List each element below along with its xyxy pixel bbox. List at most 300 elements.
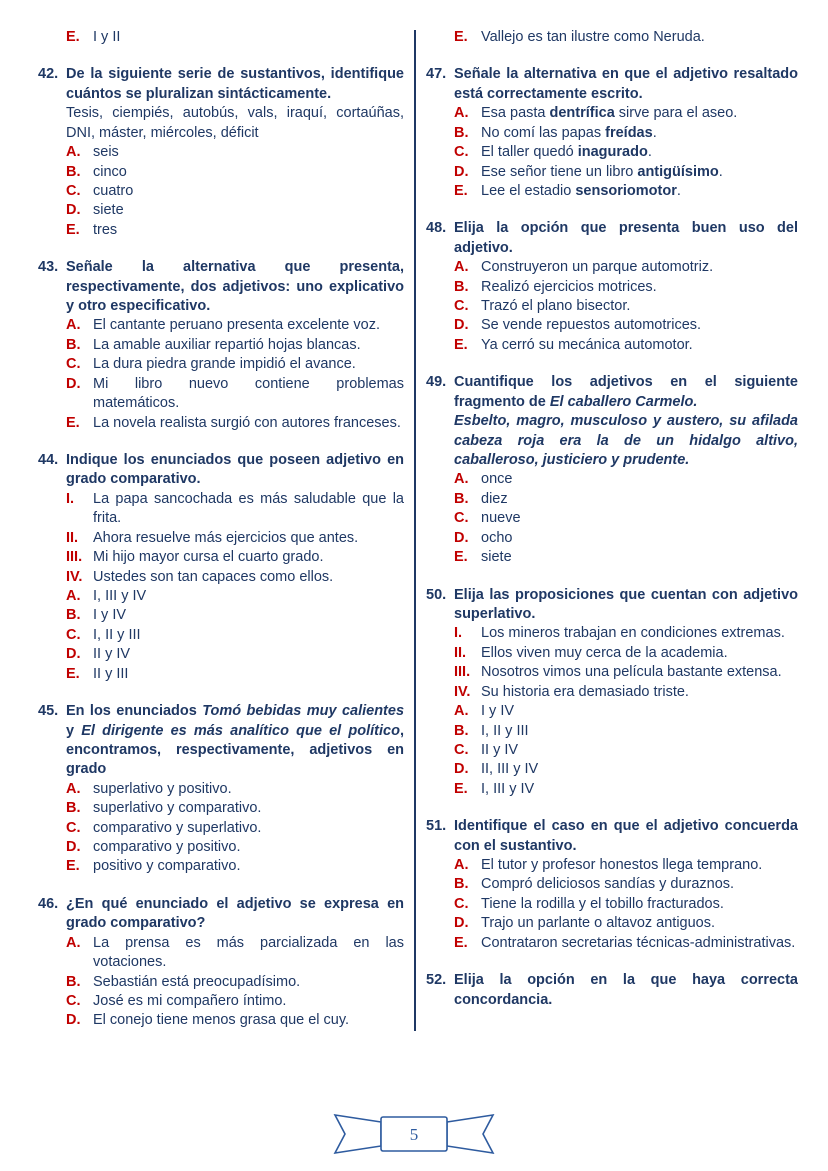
answer-option-text [93, 645, 404, 664]
text-segment: El tutor y profesor honestos llega temprano. [481, 857, 763, 874]
answer-option [454, 780, 798, 799]
option-letter: A. [454, 471, 469, 488]
answer-option [66, 934, 409, 973]
question-48 [426, 219, 803, 355]
text-segment: Trazó el plano bisector. [481, 298, 631, 315]
option-letter: D. [66, 202, 81, 219]
text-segment: Tiene la rodilla y el tobillo fracturados. [481, 895, 724, 912]
text-segment: freídas [605, 124, 653, 141]
answer-option-text [481, 278, 798, 297]
answer-option [66, 201, 404, 220]
roman-item-text [481, 663, 798, 682]
answer-option [66, 992, 404, 1011]
answer-option-text [481, 760, 798, 779]
text-segment: La prensa es más parcializada en las votaciones. [93, 934, 409, 971]
question-stem [454, 586, 803, 625]
question-number: 50. [426, 586, 447, 603]
answer-option [66, 143, 404, 162]
answer-option-text [93, 857, 404, 876]
answer-option-text [481, 914, 798, 933]
page-number-ribbon-icon [326, 1111, 502, 1157]
roman-numeral: II. [454, 644, 467, 661]
question-44 [38, 451, 409, 684]
text-segment: Elija la opción que presenta buen uso del adjetivo. [454, 220, 803, 256]
text-segment: El caballero Carmelo. [549, 393, 698, 410]
question-header [426, 373, 803, 412]
text-segment: . [652, 124, 657, 141]
answer-option-text [93, 665, 404, 684]
option-letter: B. [66, 973, 81, 990]
answer-option [66, 645, 404, 664]
option-letter: D. [66, 1012, 81, 1029]
option-letter: E. [454, 336, 468, 353]
answer-option [454, 914, 798, 933]
text-segment: El taller quedó [481, 144, 578, 161]
question-header [38, 65, 409, 104]
question-number: 48. [426, 220, 447, 237]
text-segment: Mi libro nuevo contiene problemas matemáticos. [93, 375, 409, 412]
question-number: 51. [426, 818, 447, 835]
text-segment: I, III y IV [481, 780, 535, 797]
answer-option-text [481, 143, 798, 162]
roman-item-text [93, 490, 409, 529]
roman-item [454, 624, 798, 643]
answer-option-text [481, 875, 798, 894]
text-segment: y [66, 703, 409, 739]
question-stem [66, 451, 409, 490]
answer-option [66, 799, 404, 818]
question-number: 49. [426, 374, 447, 391]
column-divider [414, 30, 416, 1031]
answer-option-text [481, 856, 798, 875]
question-preamble [66, 104, 409, 143]
orphan-answer-option-text [481, 28, 798, 47]
roman-item [454, 644, 798, 663]
question-50 [426, 586, 803, 800]
text-segment: Trajo un parlante o altavoz antiguos. [481, 915, 716, 932]
question-stem [66, 258, 409, 316]
text-segment: Tesis, ciempiés, autobús, vals, iraquí, cortaúñas, DNI, máster, miércoles, déficit [66, 105, 409, 141]
option-letter: D. [66, 375, 81, 392]
option-letter: E. [66, 858, 80, 875]
text-segment: II y IV [481, 741, 519, 758]
text-segment: Esa pasta [481, 105, 550, 122]
answer-option-text [93, 992, 404, 1011]
text-segment: Compró deliciosos sandías y duraznos. [481, 876, 735, 893]
answer-option-text [481, 182, 798, 201]
answer-option-text [481, 104, 798, 123]
roman-item [66, 548, 404, 567]
question-header [426, 65, 803, 104]
roman-numeral: IV. [66, 568, 83, 585]
answer-option [66, 606, 404, 625]
answer-option-text [481, 529, 798, 548]
ribbon-left-tail [335, 1115, 381, 1153]
question-number: 43. [38, 259, 59, 276]
answer-option-text [481, 124, 798, 143]
answer-option-text [93, 143, 404, 162]
answer-option-text [93, 934, 409, 973]
text-segment: I, II y III [93, 626, 141, 643]
answer-option [454, 760, 798, 779]
text-segment: seis [93, 144, 119, 161]
question-number: 46. [38, 895, 59, 912]
text-segment: Realizó ejercicios motrices. [481, 278, 657, 295]
text-segment: El cantante peruano presenta excelente voz. [93, 317, 380, 334]
question-header [38, 895, 409, 934]
answer-option [454, 934, 798, 953]
text-segment: tres [93, 221, 118, 238]
roman-item-text [93, 548, 404, 567]
roman-item-text [481, 624, 798, 643]
answer-option-text [93, 780, 404, 799]
answer-option-text [481, 722, 798, 741]
question-header [426, 219, 803, 258]
text-segment: . [718, 163, 723, 180]
question-stem [454, 65, 803, 104]
answer-option-text [93, 838, 404, 857]
answer-option-text [481, 548, 798, 567]
text-segment: siete [93, 202, 124, 219]
text-segment: I y IV [93, 607, 127, 624]
answer-option-text [93, 336, 404, 355]
answer-option-text [481, 934, 798, 953]
answer-option-text [93, 201, 404, 220]
text-segment: superlativo y positivo. [93, 780, 232, 797]
option-letter: E. [66, 221, 80, 238]
text-segment: superlativo y comparativo. [93, 800, 262, 817]
option-letter: C. [454, 741, 469, 758]
option-letter: C. [66, 626, 81, 643]
answer-option-text [481, 336, 798, 355]
text-segment: Ahora resuelve más ejercicios que antes. [93, 529, 359, 546]
answer-option-text [481, 258, 798, 277]
roman-item [454, 683, 798, 702]
option-letter: A. [66, 587, 81, 604]
answer-option-text [93, 973, 404, 992]
text-segment: El conejo tiene menos grasa que el cuy. [93, 1012, 350, 1029]
text-segment: I, III y IV [93, 587, 147, 604]
question-number: 47. [426, 66, 447, 83]
question-43 [38, 258, 409, 433]
answer-option [454, 470, 798, 489]
orphan-answer-option [454, 28, 798, 47]
text-segment: dentrífica [549, 105, 615, 122]
roman-item-text [481, 683, 798, 702]
text-segment: II y III [93, 665, 129, 682]
question-stem [66, 65, 409, 104]
answer-option [454, 297, 798, 316]
text-segment: ocho [481, 529, 513, 546]
answer-option [454, 316, 798, 335]
answer-option-text [481, 490, 798, 509]
answer-option-text [481, 895, 798, 914]
roman-item [454, 663, 798, 682]
text-segment: De la siguiente serie de sustantivos, identifique cuántos se pluralizan sintácticamente. [66, 66, 409, 102]
text-segment: Ustedes son tan capaces como ellos. [93, 568, 334, 585]
option-letter: A. [66, 934, 81, 951]
text-segment: diez [481, 490, 508, 507]
answer-option [454, 702, 798, 721]
text-segment: sensoriomotor [575, 182, 677, 199]
text-segment: . [647, 144, 652, 161]
answer-option-text [93, 606, 404, 625]
option-letter: B. [454, 278, 469, 295]
answer-option-text [93, 587, 404, 606]
question-number: 45. [38, 703, 59, 720]
option-letter: E. [66, 414, 80, 431]
text-segment: La novela realista surgió con autores franceses. [93, 414, 401, 431]
answer-option-text [481, 780, 798, 799]
answer-option [454, 182, 798, 201]
text-segment: antigüísimo [637, 163, 719, 180]
text-segment: Ellos viven muy cerca de la academia. [481, 644, 728, 661]
answer-option-text [481, 702, 798, 721]
question-45 [38, 702, 409, 877]
option-letter: D. [454, 915, 469, 932]
option-letter: E. [454, 182, 468, 199]
text-segment: No comí las papas [481, 124, 606, 141]
answer-option [454, 278, 798, 297]
question-number: 42. [38, 66, 59, 83]
answer-option-text [93, 316, 404, 335]
answer-option [454, 163, 798, 182]
answer-option [66, 355, 404, 374]
roman-item [66, 529, 404, 548]
question-52 [426, 971, 803, 1010]
text-segment: once [481, 471, 513, 488]
answer-option-text [481, 297, 798, 316]
text-segment: Contrataron secretarias técnicas-administrativas. [481, 934, 796, 951]
option-letter: D. [66, 646, 81, 663]
option-letter: A. [454, 857, 469, 874]
option-letter: A. [454, 105, 469, 122]
orphan-answer-option [66, 28, 404, 47]
answer-option [454, 336, 798, 355]
text-segment: I y IV [481, 703, 515, 720]
option-letter: D. [454, 163, 469, 180]
option-letter: E. [454, 934, 468, 951]
answer-option [454, 490, 798, 509]
question-header [426, 817, 803, 856]
text-segment: inagurado [577, 144, 648, 161]
text-segment: José es mi compañero íntimo. [93, 992, 287, 1009]
answer-option [66, 1011, 404, 1030]
answer-option [66, 838, 404, 857]
text-segment: Elija las proposiciones que cuentan con adjetivo superlativo. [454, 586, 803, 622]
roman-numeral: IV. [454, 683, 471, 700]
option-letter: B. [454, 722, 469, 739]
option-letter: B. [454, 490, 469, 507]
answer-option [454, 895, 798, 914]
option-letter: B. [66, 800, 81, 817]
roman-item [66, 568, 404, 587]
text-segment: Los mineros trabajan en condiciones extremas. [481, 625, 785, 642]
question-stem [66, 702, 409, 780]
answer-option [66, 819, 404, 838]
answer-option-text [481, 509, 798, 528]
page-footer [0, 1111, 828, 1157]
roman-numeral: I. [454, 625, 463, 642]
answer-option [454, 143, 798, 162]
right-column [426, 28, 803, 1031]
answer-option [66, 626, 404, 645]
option-letter: A. [454, 703, 469, 720]
orphan-answer-option-text [93, 28, 404, 47]
option-letter: C. [454, 510, 469, 527]
answer-option [454, 509, 798, 528]
option-letter: D. [66, 839, 81, 856]
text-segment: Sebastián está preocupadísimo. [93, 973, 301, 990]
text-segment: Indique los enunciados que poseen adjetivo en grado comparativo. [66, 452, 409, 488]
option-letter: B. [66, 336, 81, 353]
answer-option-text [93, 1011, 404, 1030]
text-segment: ¿En qué enunciado el adjetivo se expresa en grado comparativo? [66, 895, 409, 932]
roman-item [66, 490, 409, 529]
answer-option [454, 529, 798, 548]
answer-option [66, 163, 404, 182]
answer-option [454, 875, 798, 894]
option-letter: C. [66, 992, 81, 1009]
answer-option-text [93, 375, 409, 414]
question-header [426, 586, 803, 625]
question-number: 52. [426, 972, 447, 989]
text-segment: Construyeron un parque automotriz. [481, 259, 714, 276]
text-segment: Vallejo es tan ilustre como Neruda. [481, 29, 705, 45]
question-49 [426, 373, 803, 567]
option-letter: A. [454, 259, 469, 276]
option-letter: B. [66, 163, 81, 180]
answer-option [66, 857, 404, 876]
text-segment: . [676, 182, 681, 199]
option-letter: C. [454, 144, 469, 161]
option-letter: B. [66, 607, 81, 624]
option-letter: D. [454, 529, 469, 546]
text-segment: I y II [93, 29, 121, 45]
option-letter: C. [66, 819, 81, 836]
question-number: 44. [38, 452, 59, 469]
question-42 [38, 65, 409, 240]
text-segment: Ese señor tiene un libro [481, 163, 638, 180]
question-stem [454, 817, 803, 856]
option-letter: D. [454, 761, 469, 778]
answer-option [66, 665, 404, 684]
option-letter: E. [454, 29, 468, 45]
answer-option-text [93, 221, 404, 240]
question-51 [426, 817, 803, 953]
answer-option [454, 548, 798, 567]
option-letter: D. [454, 317, 469, 334]
left-column [38, 28, 409, 1031]
text-segment: Mi hijo mayor cursa el cuarto grado. [93, 549, 324, 566]
text-segment: II y IV [93, 646, 131, 663]
option-letter: C. [66, 182, 81, 199]
answer-option [66, 414, 404, 433]
answer-option [66, 780, 404, 799]
answer-option [66, 221, 404, 240]
answer-option [66, 182, 404, 201]
question-47 [426, 65, 803, 201]
answer-option [454, 856, 798, 875]
question-46 [38, 895, 409, 1031]
text-segment: comparativo y superlativo. [93, 819, 262, 836]
text-segment: En los enunciados [66, 703, 203, 720]
option-letter: E. [454, 549, 468, 566]
text-segment: La dura piedra grande impidió el avance. [93, 356, 356, 373]
answer-option-text [93, 799, 404, 818]
question-header [38, 702, 409, 780]
roman-numeral: II. [66, 529, 79, 546]
option-letter: C. [66, 356, 81, 373]
answer-option [66, 587, 404, 606]
option-letter: E. [454, 780, 468, 797]
text-segment: siete [481, 549, 512, 566]
question-header [426, 971, 803, 1010]
answer-option-text [481, 741, 798, 760]
answer-option-text [481, 316, 798, 335]
text-segment: Tomó bebidas muy calientes [202, 703, 405, 720]
question-stem [454, 373, 803, 412]
text-segment: La papa sancochada es más saludable que la frita. [93, 490, 409, 527]
answer-option [454, 124, 798, 143]
text-segment: Señale la alternativa en que el adjetivo resaltado está correctamente escrito. [454, 66, 803, 102]
option-letter: A. [66, 780, 81, 797]
option-letter: B. [454, 876, 469, 893]
option-letter: C. [454, 298, 469, 315]
roman-numeral: III. [66, 549, 83, 566]
text-segment: Elija la opción en la que haya correcta concordancia. [454, 972, 803, 1008]
answer-option-text [93, 182, 404, 201]
option-letter: A. [66, 317, 81, 334]
answer-option-text [93, 626, 404, 645]
text-segment: nueve [481, 510, 521, 527]
answer-option-text [93, 355, 404, 374]
text-segment: cinco [93, 163, 127, 180]
roman-item-text [93, 529, 404, 548]
answer-option-text [481, 163, 798, 182]
text-segment: La amable auxiliar repartió hojas blancas. [93, 336, 361, 353]
text-segment: Nosotros vimos una película bastante extensa. [481, 664, 782, 681]
text-segment: Lee el estadio [481, 182, 576, 199]
text-segment: Esbelto, magro, musculoso y austero, su afilada cabeza roja era la de un hidalgo altivo, caballeroso, justiciero y prudente. [454, 413, 803, 469]
answer-option-text [93, 414, 404, 433]
answer-option [66, 973, 404, 992]
text-segment: Cuantifique los adjetivos en el siguiente fragmento de [454, 374, 803, 410]
text-segment: Ya cerró su mecánica automotor. [481, 336, 693, 353]
option-letter: E. [66, 665, 80, 682]
answer-option [454, 722, 798, 741]
option-letter: E. [66, 29, 80, 45]
question-header [38, 451, 409, 490]
roman-item-text [93, 568, 404, 587]
question-stem [454, 219, 803, 258]
question-stem [454, 971, 803, 1010]
answer-option [454, 258, 798, 277]
answer-option-text [93, 163, 404, 182]
text-segment: positivo y comparativo. [93, 858, 241, 875]
answer-option-text [93, 819, 404, 838]
answer-option [454, 104, 798, 123]
text-segment: El dirigente es más analítico que el político [81, 722, 400, 739]
text-segment: Señale la alternativa que presenta, respectivamente, dos adjetivos: uno explicativo y otro especificativo. [66, 259, 409, 315]
text-segment: II, III y IV [481, 761, 539, 778]
answer-option-text [481, 470, 798, 489]
text-segment: sirve para el aseo. [614, 105, 738, 122]
question-header [38, 258, 409, 316]
text-segment: cuatro [93, 182, 134, 199]
text-segment: comparativo y positivo. [93, 839, 241, 856]
option-letter: B. [454, 124, 469, 141]
